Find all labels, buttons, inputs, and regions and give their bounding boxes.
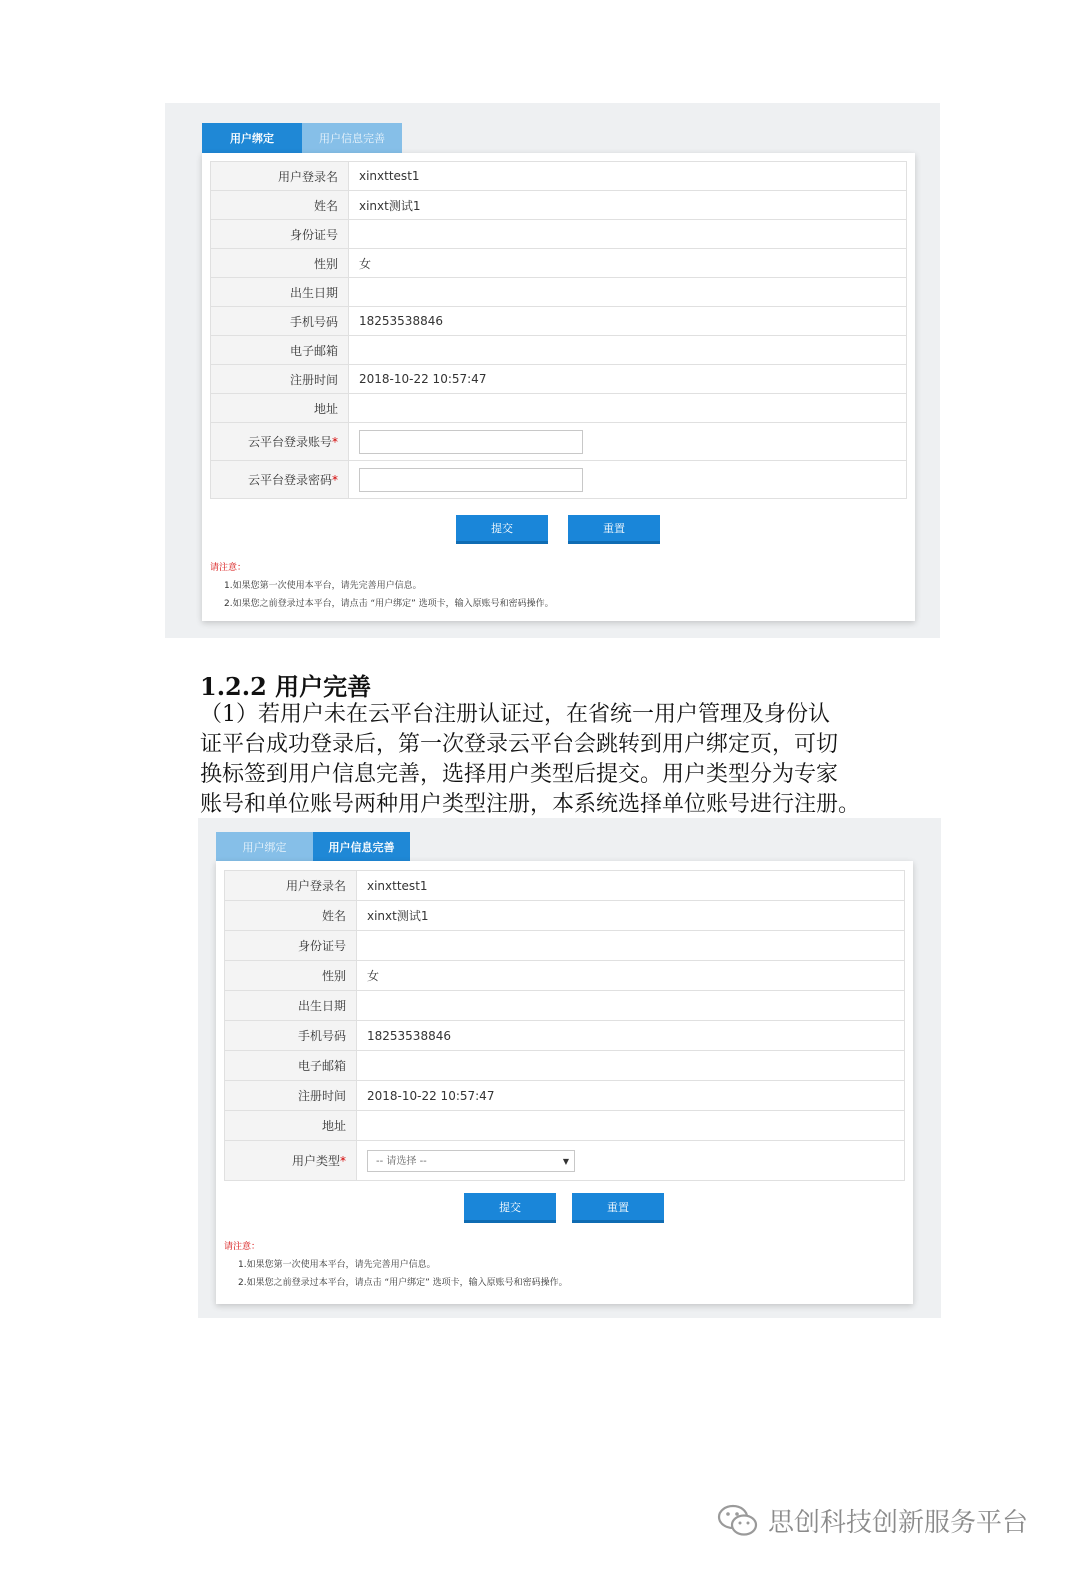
wechat-icon [716, 1503, 760, 1539]
table-row [225, 1111, 905, 1141]
row-label: 注册时间 [225, 1081, 357, 1111]
row-label: 用户登录名 [211, 162, 349, 191]
row-label: 身份证号 [211, 220, 349, 249]
password-label: 云平台登录密码 [247, 473, 332, 487]
account-input[interactable] [359, 430, 583, 454]
password-cell [349, 461, 907, 499]
row-label: 用户登录名 [225, 871, 357, 901]
row-value: xinxttest1 [349, 162, 907, 191]
row-label: 性别 [225, 961, 357, 991]
table-row [211, 220, 907, 249]
row-value: 女 [349, 249, 907, 278]
row-value: 18253538846 [357, 1021, 905, 1051]
notice-item: 1.如果您第一次使用本平台，请先完善用户信息。 [224, 581, 422, 591]
submit-button[interactable]: 提交 [456, 515, 548, 544]
tab-user-binding[interactable]: 用户绑定 [202, 123, 302, 153]
reset-button[interactable]: 重置 [568, 515, 660, 544]
row-label: 地址 [225, 1111, 357, 1141]
account-label: 云平台登录账号 [247, 435, 332, 449]
account-cell [349, 423, 907, 461]
user-info-table [224, 870, 905, 1181]
user-type-label-cell [225, 1141, 357, 1181]
table-row [225, 901, 905, 931]
row-value [357, 1051, 905, 1081]
row-value: xinxttest1 [357, 871, 905, 901]
row-label: 姓名 [225, 901, 357, 931]
row-value [349, 336, 907, 365]
notice [210, 559, 554, 613]
user-type-label: 用户类型 [291, 1154, 340, 1168]
user-info-table [210, 161, 907, 499]
row-label: 手机号码 [225, 1021, 357, 1051]
watermark-text: 思创科技创新服务平台 [767, 1508, 1028, 1538]
required-mark: * [340, 1154, 346, 1168]
notice-item: 2.如果您之前登录过本平台，请点击 “用户绑定” 选项卡，输入原账号和密码操作。 [238, 1278, 568, 1288]
section-paragraph [200, 700, 980, 820]
password-label-cell [211, 461, 349, 499]
notice-item: 1.如果您第一次使用本平台，请先完善用户信息。 [238, 1260, 436, 1270]
password-row [211, 461, 907, 499]
table-row [225, 871, 905, 901]
row-value [349, 394, 907, 423]
tab-user-info[interactable]: 用户信息完善 [313, 832, 410, 861]
required-mark: * [332, 435, 338, 449]
chevron-down-icon: ▼ [562, 1156, 569, 1166]
table-row [225, 931, 905, 961]
table-row [211, 307, 907, 336]
notice-item: 2.如果您之前登录过本平台，请点击 “用户绑定” 选项卡，输入原账号和密码操作。 [224, 599, 554, 609]
row-label: 地址 [211, 394, 349, 423]
tab-bar [216, 832, 410, 861]
row-value: 2018-10-22 10:57:47 [357, 1081, 905, 1111]
tab-bar [202, 123, 402, 153]
user-type-select[interactable] [367, 1150, 575, 1172]
row-label: 电子邮箱 [225, 1051, 357, 1081]
row-value [357, 991, 905, 1021]
row-value [357, 931, 905, 961]
paragraph-line: 换标签到用户信息完善，选择用户类型后提交。用户类型分为专家 [200, 762, 839, 787]
row-value: 女 [357, 961, 905, 991]
table-row [225, 1051, 905, 1081]
table-row [211, 336, 907, 365]
password-input[interactable] [359, 468, 583, 492]
submit-button[interactable]: 提交 [464, 1193, 556, 1223]
row-label: 性别 [211, 249, 349, 278]
account-row [211, 423, 907, 461]
notice-title: 请注意： [224, 1242, 261, 1252]
watermark [716, 1502, 1028, 1539]
table-row [211, 162, 907, 191]
row-value [349, 220, 907, 249]
screenshot-user-binding [165, 103, 940, 638]
select-placeholder: -- 请选择 -- [376, 1155, 427, 1167]
row-value [357, 1111, 905, 1141]
row-value: xinxt测试1 [357, 901, 905, 931]
row-value [349, 278, 907, 307]
required-mark: * [332, 473, 338, 487]
notice [224, 1238, 568, 1292]
table-row [211, 365, 907, 394]
paragraph-line: （1）若用户未在云平台注册认证过，在省统一用户管理及身份认 [200, 702, 830, 727]
reset-button[interactable]: 重置 [572, 1193, 664, 1223]
user-type-row [225, 1141, 905, 1181]
paragraph-line: 账号和单位账号两种用户类型注册，本系统选择单位账号进行注册。 [200, 792, 861, 817]
section-heading: 1.2.2 用户完善 [200, 672, 372, 701]
table-row [211, 249, 907, 278]
row-label: 注册时间 [211, 365, 349, 394]
tab-user-info[interactable]: 用户信息完善 [302, 123, 402, 153]
row-label: 身份证号 [225, 931, 357, 961]
table-row [211, 278, 907, 307]
row-label: 出生日期 [225, 991, 357, 1021]
table-row [225, 991, 905, 1021]
row-value: 18253538846 [349, 307, 907, 336]
notice-title: 请注意： [210, 563, 247, 573]
table-row [211, 394, 907, 423]
row-label: 出生日期 [211, 278, 349, 307]
table-row [225, 961, 905, 991]
screenshot-user-info [198, 818, 941, 1318]
row-value: xinxt测试1 [349, 191, 907, 220]
tab-user-binding[interactable]: 用户绑定 [216, 832, 313, 861]
table-row [225, 1021, 905, 1051]
paragraph-line: 证平台成功登录后，第一次登录云平台会跳转到用户绑定页，可切 [200, 732, 839, 757]
table-row [225, 1081, 905, 1111]
row-value: 2018-10-22 10:57:47 [349, 365, 907, 394]
row-label: 手机号码 [211, 307, 349, 336]
user-type-cell [357, 1141, 905, 1181]
table-row [211, 191, 907, 220]
row-label: 姓名 [211, 191, 349, 220]
row-label: 电子邮箱 [211, 336, 349, 365]
account-label-cell [211, 423, 349, 461]
